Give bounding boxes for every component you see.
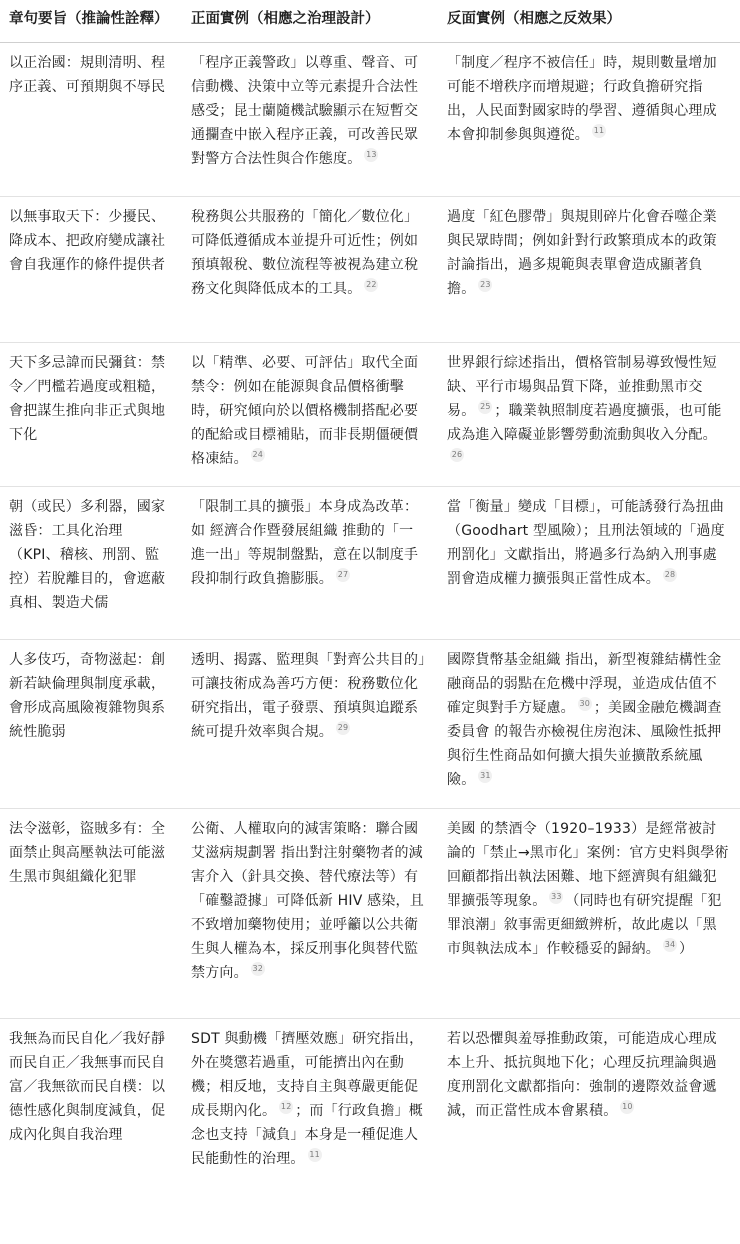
table-row xyxy=(0,1019,740,1202)
thesis-cell: 以無事取天下：少擾民、降成本、把政府變成讓社會自我運作的條件提供者 xyxy=(0,197,181,343)
table-row xyxy=(0,640,740,809)
table-row xyxy=(0,343,740,487)
table-row xyxy=(0,809,740,1019)
citation-badge[interactable]: 32 xyxy=(251,962,265,976)
citation-badge[interactable]: 26 xyxy=(450,448,464,462)
citation-badge[interactable]: 12 xyxy=(279,1100,293,1114)
negative-cell: 「制度／程序不被信任」時，規則數量增加可能不增秩序而增規避；行政負擔研究指出，人民面對國家時的學習、遵循與心理成本會抑制參與與遵從。 11 xyxy=(437,43,740,197)
thesis-cell: 以正治國：規則清明、程序正義、可預期與不辱民 xyxy=(0,43,181,197)
negative-cell: 國際貨幣基金組織 指出，新型複雜結構性金融商品的弱點在危機中浮現，並造成估值不確定與對手方疑慮。 30 ；美國金融危機調查委員會 的報告亦檢視住房泡沫、風險性抵押與衍生性商品如何擴大損失並擴散系統風險。 31 xyxy=(437,640,740,809)
thesis-cell: 我無為而民自化／我好靜而民自正／我無事而民自富／我無欲而民自樸：以德性感化與制度減負，促成內化與自我治理 xyxy=(9,1031,166,1143)
table-row xyxy=(0,43,740,197)
table-row xyxy=(0,197,740,343)
citation-badge[interactable]: 11 xyxy=(592,124,606,138)
citation-badge[interactable]: 28 xyxy=(663,568,677,582)
citation-badge[interactable]: 23 xyxy=(478,278,492,292)
positive-cell: 以「精準、必要、可評估」取代全面禁令：例如在能源與食品價格衝擊時，研究傾向於以價格機制搭配必要的配給或目標補貼，而非長期僵硬價格凍結。 24 xyxy=(181,343,437,487)
negative-cell: 世界銀行綜述指出，價格管制易導致慢性短缺、平行市場與品質下降，並推動黑市交易。 25 ；職業執照制度若過度擴張，也可能成為進入障礙並影響勞動流動與收入分配。26 xyxy=(437,343,740,487)
citation-badge[interactable]: 30 xyxy=(578,697,592,711)
citation-badge[interactable]: 13 xyxy=(364,148,378,162)
header-thesis: 章句要旨（推論性詮釋） xyxy=(0,0,181,43)
citation-badge[interactable]: 10 xyxy=(620,1100,634,1114)
negative-cell: 若以恐懼與羞辱推動政策，可能造成心理成本上升、抵抗與地下化；心理反抗理論與過度刑罰化文獻都指向：強制的邊際效益會遞減，而正當性成本會累積。 10 xyxy=(447,1031,717,1119)
citation-badge[interactable]: 22 xyxy=(364,278,378,292)
negative-cell: 當「衡量」變成「目標」，可能誘發行為扭曲（Goodhart 型風險）；且刑法領域的「過度刑罰化」文獻指出，將過多行為納入刑事處罰會造成權力擴張與正當性成本。 28 xyxy=(437,487,740,640)
positive-cell: 稅務與公共服務的「簡化／數位化」可降低遵循成本並提升可近性；例如預填報稅、數位流程等被視為建立稅務文化與降低成本的工具。 22 xyxy=(181,197,437,343)
header-positive: 正面實例（相應之治理設計） xyxy=(181,0,437,43)
positive-cell: SDT 與動機「擠壓效應」研究指出，外在獎懲若過重，可能擠出內在動機；相反地，支持自主與尊嚴更能促成長期內化。 12 ；而「行政負擔」概念也支持「減負」本身是一種促進人民能動性的治理。 11 xyxy=(191,1031,424,1167)
table-row xyxy=(0,487,740,640)
thesis-cell: 天下多忌諱而民彌貧：禁令／門檻若過度或粗糙，會把謀生推向非正式與地下化 xyxy=(0,343,181,487)
citation-badge[interactable]: 33 xyxy=(549,890,563,904)
citation-badge[interactable]: 31 xyxy=(478,769,492,783)
thesis-cell: 人多伎巧，奇物滋起：創新若缺倫理與制度承載，會形成高風險複雜物與系統性脆弱 xyxy=(0,640,181,809)
positive-cell: 「限制工具的擴張」本身成為改革：如 經濟合作暨發展組織 推動的「一進一出」等規制盤點，意在以制度手段抑制行政負擔膨脹。 27 xyxy=(181,487,437,640)
positive-cell: 「程序正義警政」以尊重、聲音、可信動機、決策中立等元素提升合法性感受；昆士蘭隨機試驗顯示在短暫交通攔查中嵌入程序正義，可改善民眾對警方合法性與合作態度。 13 xyxy=(181,43,437,197)
thesis-cell: 朝（或民）多利器，國家滋昏：工具化治理（KPI、稽核、刑罰、監控）若脫離目的，會遮蔽真相、製造犬儒 xyxy=(0,487,181,640)
thesis-cell: 法令滋彰，盜賊多有：全面禁止與高壓執法可能滋生黑市與組織化犯罪 xyxy=(0,809,181,1019)
citation-badge[interactable]: 34 xyxy=(663,938,677,952)
citation-badge[interactable]: 11 xyxy=(308,1148,322,1162)
citation-badge[interactable]: 29 xyxy=(336,721,350,735)
positive-cell: 公衛、人權取向的減害策略：聯合國艾滋病規劃署 指出對注射藥物者的減害介入（針具交換、替代療法等）有「確鑿證據」可降低新 HIV 感染，且不致增加藥物使用；並呼籲以公共衛生與人權為本，採反刑事化與替代監禁方向。 32 xyxy=(181,809,437,1019)
table-header-row xyxy=(0,0,740,43)
negative-cell: 美國 的禁酒令（1920–1933）是經常被討論的「禁止→黑市化」案例：官方史料與學術回顧都指出執法困難、地下經濟與有組織犯罪擴張等現象。 33 （同時也有研究提醒「犯罪浪潮」敘事需更細緻辨析，故此處以「黑市與執法成本」作較穩妥的歸納。 34 ） xyxy=(437,809,740,1019)
positive-cell: 透明、揭露、監理與「對齊公共目的」可讓技術成為善巧方便：稅務數位化研究指出，電子發票、預填與追蹤系統可提升效率與合規。 29 xyxy=(181,640,437,809)
citation-badge[interactable]: 27 xyxy=(336,568,350,582)
negative-cell: 過度「紅色膠帶」與規則碎片化會吞噬企業與民眾時間；例如針對行政繁瑣成本的政策討論指出，過多規範與表單會造成顯著負擔。 23 xyxy=(437,197,740,343)
citation-badge[interactable]: 24 xyxy=(251,448,265,462)
header-negative: 反面實例（相應之反效果） xyxy=(437,0,740,43)
citation-badge[interactable]: 25 xyxy=(478,400,492,414)
